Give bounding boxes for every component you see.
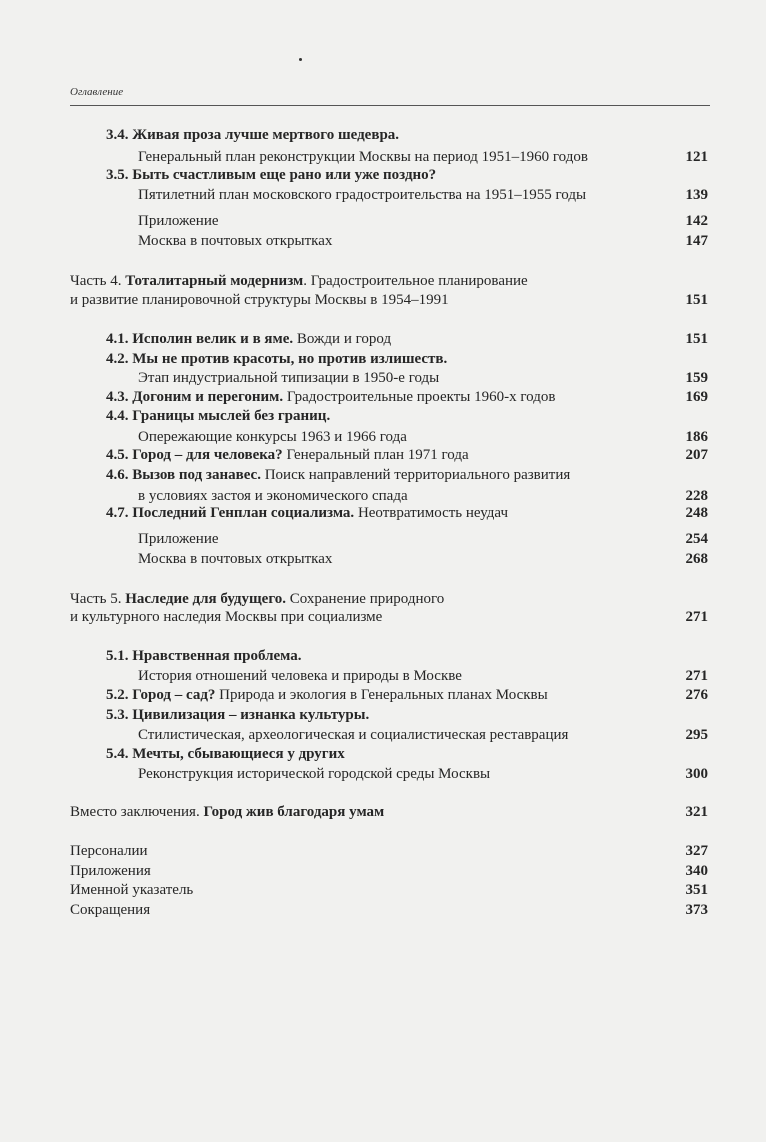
toc-rest-5-2: Природа и экология в Генеральных планах Москвы (215, 687, 548, 703)
toc-title-3-4: 3.4. Живая проза лучше мертвого шедевра. (106, 127, 400, 143)
ink-speck (299, 58, 302, 61)
toc-title-4-1: 4.1. Исполин велик и в яме. (106, 331, 294, 347)
part-4-title-rest: . Градостроительное планирование (303, 273, 528, 289)
toc-rest-4-3: Градостроительные проекты 1960-х годов (283, 389, 556, 405)
conclusion-title: Город жив благодаря умам (199, 804, 385, 820)
toc-part-5-line1 (70, 590, 444, 608)
part-4-title: Тоталитарный модернизм (125, 273, 304, 289)
toc-conclusion (70, 803, 384, 821)
toc-page-4-6: 228 (685, 488, 708, 504)
toc-part-5-line2: и культурного наследия Москвы при социализме (70, 609, 383, 625)
toc-entry-4-1 (106, 330, 391, 348)
toc-entry-4-5 (106, 446, 469, 464)
toc-postcards-3: Москва в почтовых открытках (138, 233, 333, 249)
toc-entry-4-7 (106, 504, 508, 522)
toc-page-5-4: 300 (685, 766, 708, 782)
toc-entry-4-3 (106, 388, 555, 406)
toc-page-4-7: 248 (685, 505, 708, 521)
part-5-title: Наследие для будущего. (125, 591, 287, 607)
toc-title-3-5: 3.5. Быть счастливым еще рано или уже поздно? (106, 167, 437, 183)
toc-back-item: Приложения (70, 863, 151, 879)
toc-sub-5-3: Стилистическая, археологическая и социалистическая реставрация (138, 727, 569, 743)
toc-page-postcards-3: 147 (685, 233, 708, 249)
part-4-prefix: Часть 4. (70, 273, 122, 289)
toc-sub-4-6: в условиях застоя и экономического спада (138, 488, 408, 504)
toc-title-4-7: 4.7. Последний Генплан социализма. (106, 505, 355, 521)
toc-back-item: Персоналии (70, 843, 148, 859)
toc-back-item: Именной указатель (70, 882, 194, 898)
toc-sub-3-5: Пятилетний план московского градостроительства на 1951–1955 годы (138, 187, 587, 203)
toc-title-5-2: 5.2. Город – сад? (106, 687, 216, 703)
toc-page-4-3: 169 (685, 389, 708, 405)
toc-entry-5-2 (106, 686, 548, 704)
toc-title-5-3: 5.3. Цивилизация – изнанка культуры. (106, 707, 370, 723)
toc-part-4-line1 (70, 272, 528, 290)
toc-page-part-4: 151 (685, 292, 708, 308)
toc-page-appendix-3: 142 (685, 213, 708, 229)
toc-back-page: 340 (685, 863, 708, 879)
toc-title-4-3: 4.3. Догоним и перегоним. (106, 389, 284, 405)
toc-sub-5-4: Реконструкция исторической городской среды Москвы (138, 766, 491, 782)
toc-back-page: 327 (685, 843, 708, 859)
toc-sub-4-2: Этап индустриальной типизации в 1950-е годы (138, 370, 440, 386)
toc-title-5-4: 5.4. Мечты, сбывающиеся у других (106, 746, 345, 762)
toc-page-5-2: 276 (685, 687, 708, 703)
toc-sub-4-4: Опережающие конкурсы 1963 и 1966 года (138, 429, 407, 445)
toc-title-5-1: 5.1. Нравственная проблема. (106, 648, 302, 664)
toc-sub-5-1: История отношений человека и природы в Москве (138, 668, 462, 684)
toc-entry-4-6 (106, 466, 570, 484)
toc-sub-3-4: Генеральный план реконструкции Москвы на период 1951–1960 годов (138, 149, 588, 165)
toc-back-page: 351 (685, 882, 708, 898)
toc-title-4-2: 4.2. Мы не против красоты, но против излишеств. (106, 351, 448, 367)
toc-page-5-3: 295 (685, 727, 708, 743)
toc-page-3-5: 139 (685, 187, 708, 203)
toc-page-5-1: 271 (685, 668, 708, 684)
toc-page-3-4: 121 (685, 149, 708, 165)
toc-title-4-6: 4.6. Вызов под занавес. (106, 467, 261, 483)
header-rule (70, 105, 710, 106)
toc-rest-4-6: Поиск направлений территориального развития (260, 467, 571, 483)
toc-page-appendix-4: 254 (685, 531, 708, 547)
running-header: Оглавление (70, 86, 124, 98)
toc-rest-4-5: Генеральный план 1971 года (282, 447, 469, 463)
toc-postcards-4: Москва в почтовых открытках (138, 551, 333, 567)
toc-appendix-4: Приложение (138, 531, 219, 547)
toc-page-4-5: 207 (685, 447, 708, 463)
toc-back-page: 373 (685, 902, 708, 918)
conclusion-prefix: Вместо заключения. (70, 804, 200, 820)
toc-page-conclusion: 321 (685, 804, 708, 820)
toc-appendix-3: Приложение (138, 213, 219, 229)
part-5-prefix: Часть 5. (70, 591, 122, 607)
toc-page-postcards-4: 268 (685, 551, 708, 567)
toc-page-part-5: 271 (685, 609, 708, 625)
toc-page-4-1: 151 (685, 331, 708, 347)
part-5-title-rest: Сохранение природного (286, 591, 445, 607)
toc-rest-4-7: Неотвратимость неудач (354, 505, 508, 521)
toc-title-4-5: 4.5. Город – для человека? (106, 447, 283, 463)
toc-rest-4-1: Вожди и город (293, 331, 392, 347)
toc-part-4-line2: и развитие планировочной структуры Москвы в 1954–1991 (70, 292, 449, 308)
toc-page-4-4: 186 (685, 429, 708, 445)
toc-page-4-2: 159 (685, 370, 708, 386)
toc-back-item: Сокращения (70, 902, 151, 918)
toc-title-4-4: 4.4. Границы мыслей без границ. (106, 408, 331, 424)
